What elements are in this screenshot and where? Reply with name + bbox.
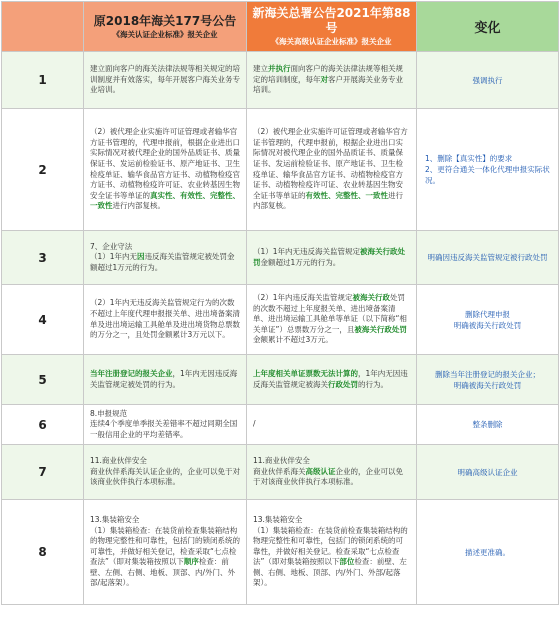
- new-text: 建立并执行面向客户的海关法律法规等相关规定的培训制度，每年对客户开展海关业务专业培训。: [247, 52, 417, 109]
- old-subtitle: 《海关认证企业标准》报关企业: [112, 29, 218, 39]
- header-blank: [2, 2, 84, 52]
- row-number: 1: [2, 52, 84, 109]
- change-text: [417, 355, 559, 405]
- table-row: [2, 405, 559, 445]
- old-text: （2）1年内无违反海关监管规定行为的次数不超过上年度代理申报报关单、进出境备案清单及进出境运输工具舱单及进出境货物总票数的万分之一，且处罚金额累计3万元以下。: [84, 285, 247, 355]
- old-text: 8.申报规范 连续4个季度单季报关差错率不超过同期全国一般信用企业的平均差错率。: [84, 405, 247, 445]
- row-number: 5: [2, 355, 84, 405]
- new-subtitle: 《海关高级认证企业标准》报关企业: [271, 37, 392, 46]
- old-text: 11.商业伙伴安全 商业伙伴系海关认证企业的，企业可以免于对该商业伙伴执行本项标准。: [84, 445, 247, 500]
- new-text: （1）1年内无违反海关监管规定被海关行政处罚金额超过1万元的行为。: [247, 231, 417, 285]
- row-number: 6: [2, 405, 84, 445]
- row-number: 2: [2, 109, 84, 231]
- old-title: 原2018年海关177号公告: [93, 13, 237, 28]
- table-row: [2, 231, 559, 285]
- comparison-table: [1, 1, 559, 605]
- change-text: 强调执行: [417, 52, 559, 109]
- old-text: 当年注册登记的报关企业，1年内无因违反海关监管规定被处罚的行为。: [84, 355, 247, 405]
- new-title: 新海关总署公告2021年第88号: [252, 6, 411, 35]
- header-change: [417, 2, 559, 52]
- change-text: 描述更准确。: [417, 500, 559, 605]
- table-header: [2, 2, 559, 52]
- table-row: [2, 109, 559, 231]
- table-row: [2, 500, 559, 605]
- old-text: 建立面向客户的海关法律法规等相关规定的培训制度并有效落实，每年开展客户海关业务专业培训。: [84, 52, 247, 109]
- change-item: 删除当年注册登记的报关企业；: [435, 369, 540, 379]
- new-text: （2）1年内违反海关监管规定被海关行政处罚的次数不超过上年度报关单、进出境备案清单、进出境运输工具舱单等单证（以下简称“相关单证”）总票数万分之一，且被海关行政处罚金额累计不超过3万元。: [247, 285, 417, 355]
- change-text: 明确高级认证企业: [417, 445, 559, 500]
- row-number: 8: [2, 500, 84, 605]
- change-text: [417, 109, 559, 231]
- change-text: [417, 285, 559, 355]
- new-text: 上年度相关单证票数无法计算的，1年内无因违反海关监管规定被海关行政处罚的行为。: [247, 355, 417, 405]
- new-text: 13.集装箱安全 （1）集装箱检查：在装货前检查集装箱结构的物理完整性和可靠性，包括门的锁闭系统的可靠性，并做好相关登记。检查采取“七点检查法”（即对集装箱按照以下部位检查：前壁、左侧、右侧、地板、顶部、内/外门、外部/起落架）。: [247, 500, 417, 605]
- change-text: 明确因违反海关监管规定被行政处罚: [417, 231, 559, 285]
- change-item: 删除代理申报: [465, 309, 510, 319]
- old-text: 7、企业守法 （1）1年内无因违反海关监管规定被处罚金额超过1万元的行为。: [84, 231, 247, 285]
- row-number: 4: [2, 285, 84, 355]
- header-new: [247, 2, 417, 52]
- change-title: 变化: [474, 21, 501, 36]
- new-text: 11.商业伙伴安全 商业伙伴系海关高级认证企业的，企业可以免于对该商业伙伴执行本项标准。: [247, 445, 417, 500]
- table-row: [2, 355, 559, 405]
- table-row: [2, 445, 559, 500]
- table-row: [2, 52, 559, 109]
- header-old: [84, 2, 247, 52]
- change-item: 明确被海关行政处罚: [453, 380, 522, 390]
- table-row: [2, 285, 559, 355]
- new-text: /: [247, 405, 417, 445]
- change-item: 明确被海关行政处罚: [453, 320, 522, 330]
- change-item: 2、更符合通关一体化代理申报实际状况。: [425, 165, 550, 185]
- new-text: （2）被代理企业实施许可证管理或者输华官方证书管理的，代理申报前，根据企业进出口实际情况对被代理企业的国外品质证书、质量保证书、发运前检验证书、原产地证书、卫生检疫单证、输华食品官方证书、动植物检疫官方证书、动植物检疫许可证、农业转基因生物安全证书等单证的有效性、完整性、一致性进行内部复核。: [247, 109, 417, 231]
- change-text: 整条删除: [417, 405, 559, 445]
- change-item: 1、删除【真实性】的要求: [425, 154, 513, 163]
- row-number: 7: [2, 445, 84, 500]
- old-text: 13.集装箱安全 （1）集装箱检查：在装货前检查集装箱结构的物理完整性和可靠性，包括门的锁闭系统的可靠性，并做好相关登记，检查采取“七点检查法”（即对集装箱按照以下顺序检查：前壁、左侧、右侧、地板、顶部、内/外门、外部/起落架）。: [84, 500, 247, 605]
- row-number: 3: [2, 231, 84, 285]
- old-text: （2）被代理企业实施许可证管理或者输华官方证书管理的，代理申报前，根据企业进出口实际情况对被代理企业的国外品质证书、质量保证书、发运前检验证书、原产地证书、卫生检疫单证、输华食品官方证书、动植物检疫官方证书、动植物检疫许可证、农业转基因生物安全证书等单证的真实性、有效性、完整性、一致性进行内部复核。: [84, 109, 247, 231]
